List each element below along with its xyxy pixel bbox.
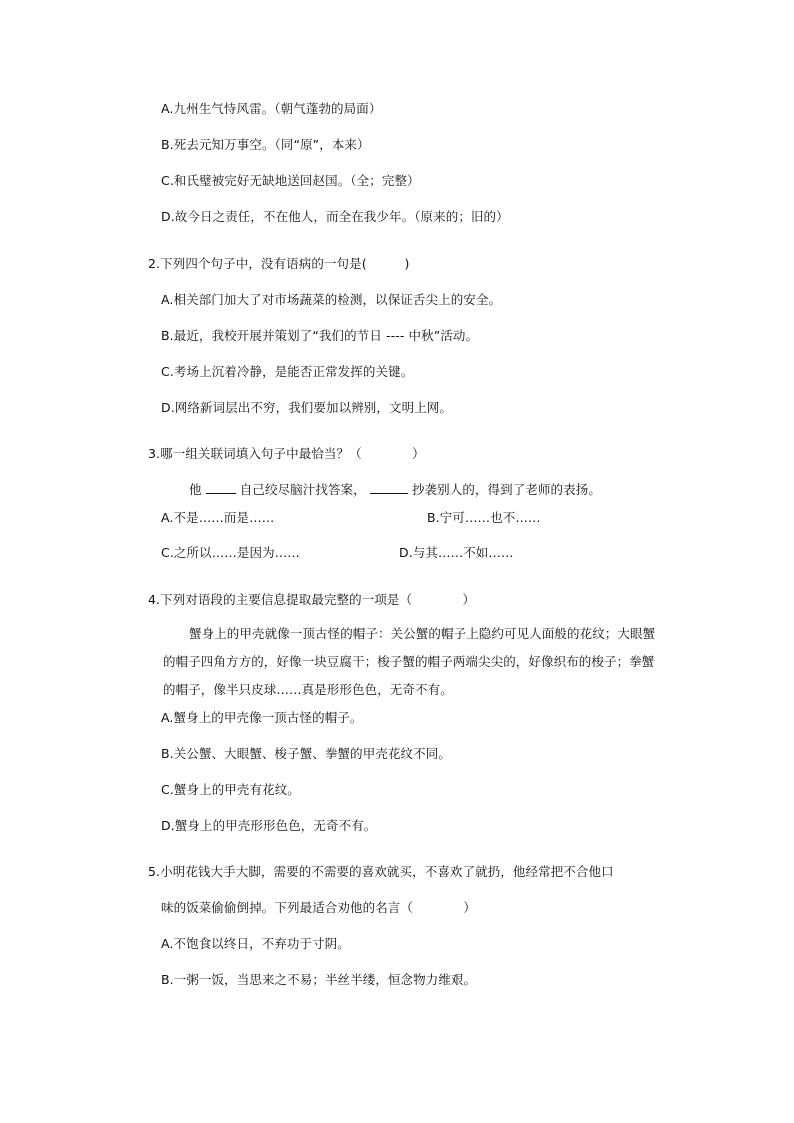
q1-option-b: B.死去元知万事空。（同“原”，本来） <box>161 137 370 152</box>
q3-sentence-part-a: 他 <box>189 482 202 497</box>
q4-stem: 4.下列对语段的主要信息提取最完整的一项是（ ） <box>148 592 476 607</box>
q3-option-b: B.宁可……也不…… <box>427 510 541 525</box>
q3-stem: 3.哪一组关联词填入句子中最恰当？（ ） <box>148 446 425 461</box>
q2-stem: 2.下列四个句子中，没有语病的一句是( ) <box>148 256 410 271</box>
q3-sentence <box>189 479 601 499</box>
q1-option-c: C.和氏璧被完好无缺地送回赵国。（全；完整） <box>161 173 420 188</box>
q2-option-a: A.相关部门加大了对市场蔬菜的检测，以保证舌尖上的安全。 <box>161 292 502 307</box>
q3-blank-2[interactable] <box>370 479 408 494</box>
q3-sentence-part-b: 自己绞尽脑汁找答案， <box>239 482 366 497</box>
q3-option-c: C.之所以……是因为…… <box>161 545 300 560</box>
q3-blank-1[interactable] <box>206 479 236 494</box>
q4-passage: 蟹身上的甲壳就像一顶古怪的帽子：关公蟹的帽子上隐约可见人面般的花纹；大眼蟹的帽子四角方方的，好像一块豆腐干；梭子蟹的帽子两端尖尖的，好像织布的梭子；拳蟹的帽子，像半只皮球……真是形形色色，无奇不有。 <box>163 626 656 697</box>
q2-option-c: C.考场上沉着冷静，是能否正常发挥的关键。 <box>161 364 414 379</box>
q5-option-a: A.不饱食以终日，不弃功于寸阴。 <box>161 936 350 951</box>
q3-sentence-part-c: 抄袭别人的，得到了老师的表扬。 <box>411 482 601 497</box>
q4-option-b: B.关公蟹、大眼蟹、梭子蟹、拳蟹的甲壳花纹不同。 <box>161 746 451 761</box>
q3-option-d: D.与其……不如…… <box>399 545 514 560</box>
q5-stem-line-1: 5.小明花钱大手大脚，需要的不需要的喜欢就买，不喜欢了就扔，他经常把不合他口 <box>148 864 614 879</box>
q2-option-d: D.网络新词层出不穷，我们要加以辨别，文明上网。 <box>161 400 452 415</box>
q2-option-b: B.最近，我校开展并策划了“我们的节日 ---- 中秋”活动。 <box>161 328 479 343</box>
q1-option-d: D.故今日之责任，不在他人，而全在我少年。（原来的；旧的） <box>161 209 509 224</box>
q5-stem-line-2: 味的饭菜偷偷倒掉。下列最适合劝他的名言（ ） <box>161 900 477 915</box>
q4-option-d: D.蟹身上的甲壳形形色色，无奇不有。 <box>161 818 377 833</box>
q4-option-c: C.蟹身上的甲壳有花纹。 <box>161 782 300 797</box>
q3-option-a: A.不是……而是…… <box>161 510 275 525</box>
q5-option-b: B.一粥一饭，当思来之不易；半丝半缕，恒念物力维艰。 <box>161 972 477 987</box>
q4-option-a: A.蟹身上的甲壳像一顶古怪的帽子。 <box>161 710 363 725</box>
q1-option-a: A.九州生气恃风雷。（朝气蓬勃的局面） <box>161 101 382 116</box>
